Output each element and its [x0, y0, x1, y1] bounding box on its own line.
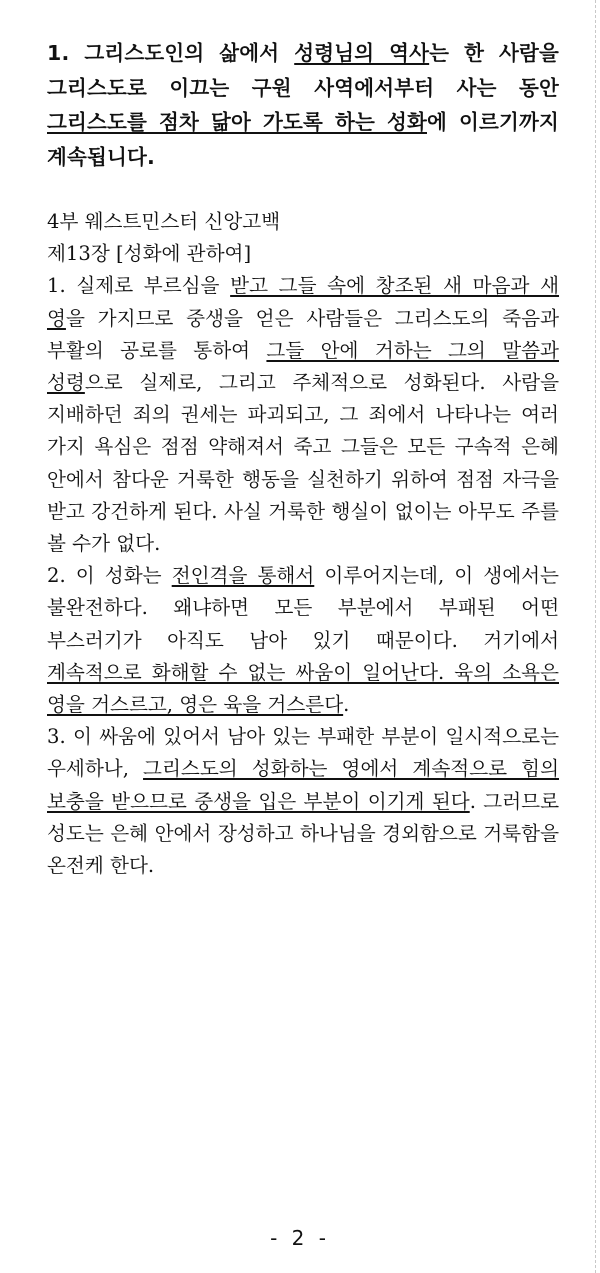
underlined-text-span: 그들 안에 거하는 그의 말씀과 성령 [47, 338, 559, 395]
document-page [47, 36, 559, 882]
text-span: 에 이르기까지 계속됩니다. [47, 110, 560, 169]
chapter-title: 제13장 [성화에 관하여] [47, 242, 252, 266]
underlined-text-span: 성령님의 역사 [294, 41, 430, 65]
text-span: 을 가지므로 중생을 얻은 사람들은 그리스도의 죽음과 부활의 공로를 통하여 [47, 306, 559, 362]
text-span: . [343, 693, 350, 717]
article-1 [47, 270, 559, 560]
underlined-text-span: 그리스도를 점차 닮아 가도록 하는 성화 [47, 110, 427, 134]
text-span: 2. 이 성화는 [47, 564, 172, 588]
confession-section [47, 206, 559, 882]
paragraph-gap [47, 174, 559, 206]
text-span: 는 한 사람을 그리스도로 이끄는 구원 사역에서부터 사는 동안 [47, 41, 559, 100]
page-edge-line [595, 0, 596, 1273]
intro-paragraph [47, 36, 559, 174]
text-span: 1. 그리스도인의 삶에서 [47, 41, 295, 65]
text-span: 이루어지는데, 이 생에서는 불완전하다. 왜냐하면 모든 부분에서 부패된 어떤 부스러기가 아직도 남아 있기 때문이다. 거기에서 [47, 564, 559, 652]
underlined-text-span: 받고 그들 속에 창조된 새 마음과 새 영 [47, 274, 560, 330]
text-span: . 그러므로 성도는 은혜 안에서 장성하고 하나님을 경외함으로 거룩함을 온전케 한다. [47, 789, 559, 878]
underlined-text-span: 계속적으로 화해할 수 없는 싸움이 일어난다. 육의 소욕은 영을 거스르고, 영은 육을 거스른다 [47, 660, 559, 717]
page-number: - 2 - [270, 1226, 330, 1250]
text-span: 3. 이 싸움에 있어서 남아 있는 부패한 부분이 일시적으로는 우세하나, [47, 725, 559, 781]
underlined-text-span: 전인격을 통해서 [171, 564, 315, 588]
article-3 [47, 721, 559, 882]
underlined-text-span: 그리스도의 성화하는 영에서 계속적으로 힘의 보충을 받으므로 중생을 입은 부분이 이기게 된다 [47, 757, 559, 813]
part-title: 4부 웨스트민스터 신앙고백 [47, 210, 281, 233]
article-2 [47, 560, 559, 721]
text-span: 1. 실제로 부르심을 [47, 274, 231, 298]
text-span: 으로 실제로, 그리고 주체적으로 성화된다. 사람을 지배하던 죄의 권세는 파괴되고, 그 죄에서 나타나는 여러 가지 욕심은 점점 약해져서 죽고 그들은 모든 구속적 은혜 안에서 참다운 거룩한 행동을 실천하기 위하여 점점 자극을 받고 강건하게 된다. 사실 거룩한 행실이 없이는 아무도 주를 볼 수가 없다. [47, 371, 559, 556]
